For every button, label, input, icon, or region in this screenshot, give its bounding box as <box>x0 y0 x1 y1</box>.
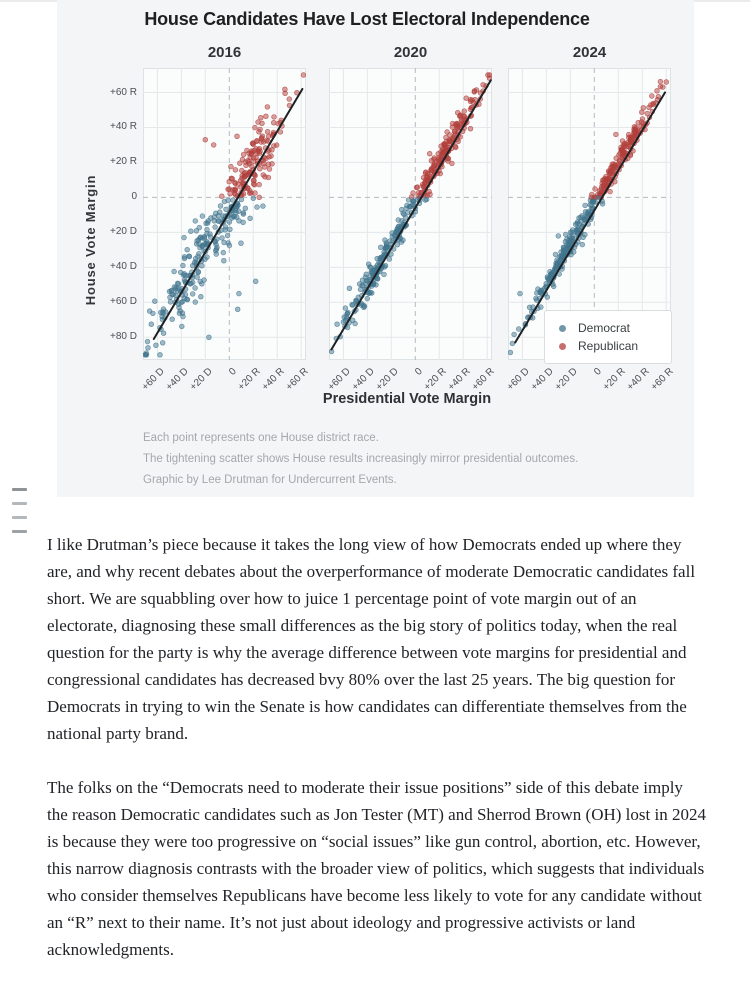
data-point <box>146 345 151 350</box>
data-point <box>429 167 434 172</box>
y-tick-label: +60 R <box>110 86 137 98</box>
data-point <box>193 300 198 305</box>
data-point <box>251 159 256 164</box>
data-point <box>257 182 262 187</box>
republican-marker-icon <box>559 343 566 350</box>
data-point <box>599 185 604 190</box>
data-point <box>401 238 406 243</box>
data-point <box>651 101 656 106</box>
data-point <box>149 322 154 327</box>
data-point <box>207 335 212 340</box>
data-point <box>272 115 277 120</box>
data-point <box>462 114 467 119</box>
data-point <box>534 296 539 301</box>
data-point <box>193 219 198 224</box>
data-point <box>227 220 232 225</box>
data-point <box>220 236 225 241</box>
data-point <box>254 139 259 144</box>
data-point <box>510 341 515 346</box>
data-point <box>516 327 521 332</box>
data-point <box>213 225 218 230</box>
data-point <box>602 179 607 184</box>
data-point <box>373 265 378 270</box>
data-point <box>177 305 182 310</box>
x-tick-label: +60 R <box>470 366 497 393</box>
data-point <box>226 187 231 192</box>
data-point <box>258 149 263 154</box>
data-point <box>639 110 644 115</box>
x-tick-label: +40 R <box>260 366 287 393</box>
data-point <box>598 191 603 196</box>
data-point <box>630 137 635 142</box>
data-point <box>179 324 184 329</box>
data-point <box>539 288 544 293</box>
data-point <box>253 125 258 130</box>
article-paragraph: I like Drutman’s piece because it takes the long view of how Democrats ended up where they are, and why recent debates about the overperformance of moderate Democratic candidates fall short. We are squabbling over how to juice 1 percentage point of vote margin out of an electorate, diagnosing these small differences as the big story of politics today, when the real question for the party is why the average difference between vote margins for presidential and congressional candidates has decreased bvy 80% over the last 25 years. The big question for Democrats in trying to win the Senate is how candidates can differentiate themselves from the national party brand. <box>47 535 696 743</box>
data-point <box>203 137 208 142</box>
data-point <box>614 164 619 169</box>
data-point <box>160 340 165 345</box>
data-point <box>559 250 564 255</box>
data-point <box>658 79 663 84</box>
data-point <box>266 162 271 167</box>
data-point <box>241 212 246 217</box>
data-point <box>508 350 513 355</box>
data-point <box>574 228 579 233</box>
data-point <box>247 188 252 193</box>
side-rail-dash <box>12 530 27 533</box>
data-point <box>580 242 585 247</box>
data-point <box>245 148 250 153</box>
data-point <box>204 241 209 246</box>
data-point <box>345 311 350 316</box>
article-body <box>47 531 707 963</box>
data-point <box>341 320 346 325</box>
data-point <box>214 252 219 257</box>
data-point <box>226 198 231 203</box>
data-point <box>216 219 221 224</box>
data-point <box>527 305 532 310</box>
data-point <box>221 250 226 255</box>
data-point <box>238 178 243 183</box>
data-point <box>239 197 244 202</box>
data-point <box>647 105 652 110</box>
data-point <box>343 306 348 311</box>
data-point <box>368 265 373 270</box>
data-point <box>468 126 473 131</box>
data-point <box>249 152 254 157</box>
data-point <box>221 258 226 263</box>
data-point <box>600 201 605 206</box>
data-point <box>232 191 237 196</box>
data-point <box>591 199 596 204</box>
data-point <box>283 87 288 92</box>
data-point <box>656 94 661 99</box>
data-point <box>443 142 448 147</box>
x-tick-label: +60 D <box>505 366 533 393</box>
data-point <box>271 120 276 125</box>
data-point <box>621 143 626 148</box>
data-point <box>193 286 198 291</box>
data-point <box>374 282 379 287</box>
data-point <box>152 299 157 304</box>
data-point <box>144 351 149 356</box>
data-point <box>265 129 270 134</box>
data-point <box>235 307 240 312</box>
data-point <box>252 182 257 187</box>
data-point <box>395 242 400 247</box>
data-point <box>228 227 233 232</box>
data-point <box>197 242 202 247</box>
data-point <box>660 85 665 90</box>
x-tick-label: +20 D <box>188 366 216 393</box>
data-point <box>560 254 565 259</box>
legend-item-republican <box>559 337 661 355</box>
data-point <box>224 207 229 212</box>
data-point <box>214 242 219 247</box>
data-point <box>253 191 258 196</box>
data-point <box>454 124 459 129</box>
data-point <box>649 94 654 99</box>
data-point <box>450 161 455 166</box>
data-point <box>227 243 232 248</box>
side-rail-dash <box>12 516 27 519</box>
data-point <box>335 322 340 327</box>
data-point <box>274 143 279 148</box>
data-point <box>553 252 558 257</box>
data-point <box>438 171 443 176</box>
data-point <box>190 292 195 297</box>
panel-year-label: 2024 <box>572 44 607 61</box>
x-tick-label: +40 R <box>625 366 652 393</box>
data-point <box>253 279 258 284</box>
x-tick-label: +60 D <box>326 366 354 393</box>
data-point <box>228 191 233 196</box>
data-point <box>169 288 174 293</box>
data-point <box>206 219 211 224</box>
legend <box>544 310 672 364</box>
data-point <box>512 332 517 337</box>
data-point <box>239 241 244 246</box>
data-point <box>645 111 650 116</box>
data-point <box>241 152 246 157</box>
x-tick-label: +60 R <box>284 366 311 393</box>
data-point <box>242 175 247 180</box>
data-point <box>487 73 492 78</box>
data-point <box>664 80 669 85</box>
data-point <box>365 296 370 301</box>
data-point <box>218 204 223 209</box>
data-point <box>237 291 242 296</box>
data-point <box>255 205 260 210</box>
data-point <box>518 291 523 296</box>
data-point <box>396 218 401 223</box>
data-point <box>219 194 224 199</box>
data-point <box>151 311 156 316</box>
data-point <box>534 291 539 296</box>
side-rail-dash <box>12 488 27 491</box>
data-point <box>578 219 583 224</box>
data-point <box>265 105 270 110</box>
data-point <box>353 321 358 326</box>
data-point <box>178 270 183 275</box>
data-point <box>173 293 178 298</box>
data-point <box>182 296 187 301</box>
data-point <box>655 88 660 93</box>
data-point <box>455 110 460 115</box>
data-point <box>200 214 205 219</box>
caption-line: Each point represents one House district race. <box>143 432 379 444</box>
y-tick-label: +20 D <box>110 226 137 238</box>
data-point <box>168 300 173 305</box>
data-point <box>236 209 241 214</box>
data-point <box>257 166 262 171</box>
data-point <box>608 189 613 194</box>
y-axis-title: House Vote Margin <box>83 174 98 306</box>
x-tick-label: +60 D <box>140 366 168 393</box>
data-point <box>197 251 202 256</box>
side-rail-dash <box>12 502 27 505</box>
data-point <box>202 236 207 241</box>
data-point <box>371 270 376 275</box>
x-tick-label: +20 D <box>374 366 402 393</box>
scatter-panels <box>57 42 694 482</box>
data-point <box>447 141 452 146</box>
legend-label: Republican <box>578 339 639 353</box>
data-point <box>158 310 163 315</box>
data-point <box>636 128 641 133</box>
data-point <box>266 175 271 180</box>
chart-figure <box>57 0 694 497</box>
y-tick-label: +60 D <box>110 296 137 308</box>
data-point <box>470 98 475 103</box>
data-point <box>197 225 202 230</box>
data-point <box>248 216 253 221</box>
data-point <box>182 278 187 283</box>
data-point <box>239 168 244 173</box>
y-tick-label: +40 D <box>110 261 137 273</box>
data-point <box>556 234 561 239</box>
data-point <box>407 204 412 209</box>
data-point <box>424 197 429 202</box>
data-point <box>382 272 387 277</box>
data-point <box>401 211 406 216</box>
data-point <box>267 167 272 172</box>
data-point <box>223 225 228 230</box>
data-point <box>551 284 556 289</box>
data-point <box>243 206 248 211</box>
data-point <box>383 246 388 251</box>
y-tick-label: +80 D <box>110 331 137 343</box>
x-axis-title: Presidential Vote Margin <box>322 391 492 407</box>
data-point <box>378 245 383 250</box>
data-point <box>258 115 263 120</box>
data-point <box>182 235 187 240</box>
data-point <box>416 190 421 195</box>
data-point <box>593 187 598 192</box>
data-point <box>397 224 402 229</box>
data-point <box>589 195 594 200</box>
data-point <box>190 263 195 268</box>
data-point <box>609 170 614 175</box>
y-tick-label: +20 R <box>110 156 137 168</box>
data-point <box>614 156 619 161</box>
scatter-plot-2020 <box>329 68 492 360</box>
democrat-marker-icon <box>559 325 566 332</box>
article-paragraph: The folks on the “Democrats need to moderate their issue positions” side of this debate imply the reason Democratic candidates such as Jon Tester (MT) and Sherrod Brown (OH) lost in 2024 is because they were too progressive on “social issues” like gun control, abortion, etc. However, this narrow diagnosis contrasts with the broader view of politics, which suggests that individuals who consider themselves Republicans have become less likely to vote for any candidate without an “R” next to their name. It’s not just about ideology and progressive activists or land acknowledgments. <box>47 778 706 959</box>
x-tick-label: +60 R <box>649 366 676 393</box>
data-point <box>464 96 469 101</box>
data-point <box>251 196 256 201</box>
data-point <box>217 210 222 215</box>
side-rail-menu[interactable] <box>12 488 28 544</box>
data-point <box>257 195 262 200</box>
data-point <box>387 257 392 262</box>
data-point <box>619 147 624 152</box>
legend-item-democrat <box>559 319 661 337</box>
data-point <box>227 179 232 184</box>
x-tick-label: +40 D <box>529 366 557 393</box>
data-point <box>196 269 201 274</box>
x-tick-label: 0 <box>592 366 605 378</box>
data-point <box>641 105 646 110</box>
data-point <box>233 181 238 186</box>
chart-title: House Candidates Have Lost Electoral Independence <box>144 9 590 29</box>
caption-line: The tightening scatter shows House results increasingly mirror presidential outcomes. <box>143 453 579 465</box>
data-point <box>211 143 216 148</box>
data-point <box>229 164 234 169</box>
data-point <box>195 275 200 280</box>
data-point <box>200 263 205 268</box>
data-point <box>145 339 150 344</box>
data-point <box>225 233 230 238</box>
data-point <box>198 294 203 299</box>
data-point <box>287 97 292 102</box>
x-tick-label: +20 R <box>601 366 629 393</box>
data-point <box>170 317 175 322</box>
data-point <box>188 229 193 234</box>
x-tick-label: +20 R <box>236 366 264 393</box>
data-point <box>566 238 571 243</box>
data-point <box>347 286 352 291</box>
panel-year-label: 2020 <box>393 44 428 61</box>
x-tick-label: +40 D <box>350 366 378 393</box>
data-point <box>545 295 550 300</box>
data-point <box>241 220 246 225</box>
x-tick-label: +20 D <box>553 366 581 393</box>
data-point <box>462 109 467 114</box>
data-point <box>235 134 240 139</box>
data-point <box>427 151 432 156</box>
panel-year-label: 2016 <box>207 44 242 61</box>
chart-captions <box>143 428 683 491</box>
data-point <box>176 286 181 291</box>
x-tick-label: 0 <box>413 366 426 378</box>
data-point <box>357 282 362 287</box>
data-point <box>187 254 192 259</box>
data-point <box>205 227 210 232</box>
data-point <box>172 269 177 274</box>
data-point <box>570 230 575 235</box>
data-point <box>368 290 373 295</box>
data-point <box>440 152 445 157</box>
data-point <box>264 114 269 119</box>
data-point <box>232 214 237 219</box>
data-point <box>425 175 430 180</box>
data-point <box>181 263 186 268</box>
data-point <box>301 73 306 78</box>
data-point <box>415 185 420 190</box>
data-point <box>260 134 265 139</box>
data-point <box>583 209 588 214</box>
caption-line: Graphic by Lee Drutman for Undercurrent Events. <box>143 474 397 486</box>
data-point <box>614 132 619 137</box>
data-point <box>378 256 383 261</box>
data-point <box>261 204 266 209</box>
data-point <box>240 157 245 162</box>
data-point <box>182 256 187 261</box>
legend-label: Democrat <box>578 321 631 335</box>
scatter-plot-2016 <box>143 68 306 360</box>
data-point <box>154 343 159 348</box>
x-tick-label: +20 R <box>422 366 450 393</box>
data-point <box>356 295 361 300</box>
x-tick-label: 0 <box>227 366 240 378</box>
y-tick-label: +40 R <box>110 121 137 133</box>
data-point <box>411 199 416 204</box>
x-tick-label: +40 D <box>164 366 192 393</box>
data-point <box>260 121 265 126</box>
data-point <box>198 279 203 284</box>
data-point <box>364 272 369 277</box>
data-point <box>185 247 190 252</box>
x-tick-label: +40 R <box>446 366 473 393</box>
data-point <box>472 89 477 94</box>
data-point <box>158 352 163 357</box>
data-point <box>264 156 269 161</box>
y-tick-label: 0 <box>131 191 137 203</box>
data-point <box>258 127 263 132</box>
data-point <box>583 203 588 208</box>
data-point <box>233 167 238 172</box>
